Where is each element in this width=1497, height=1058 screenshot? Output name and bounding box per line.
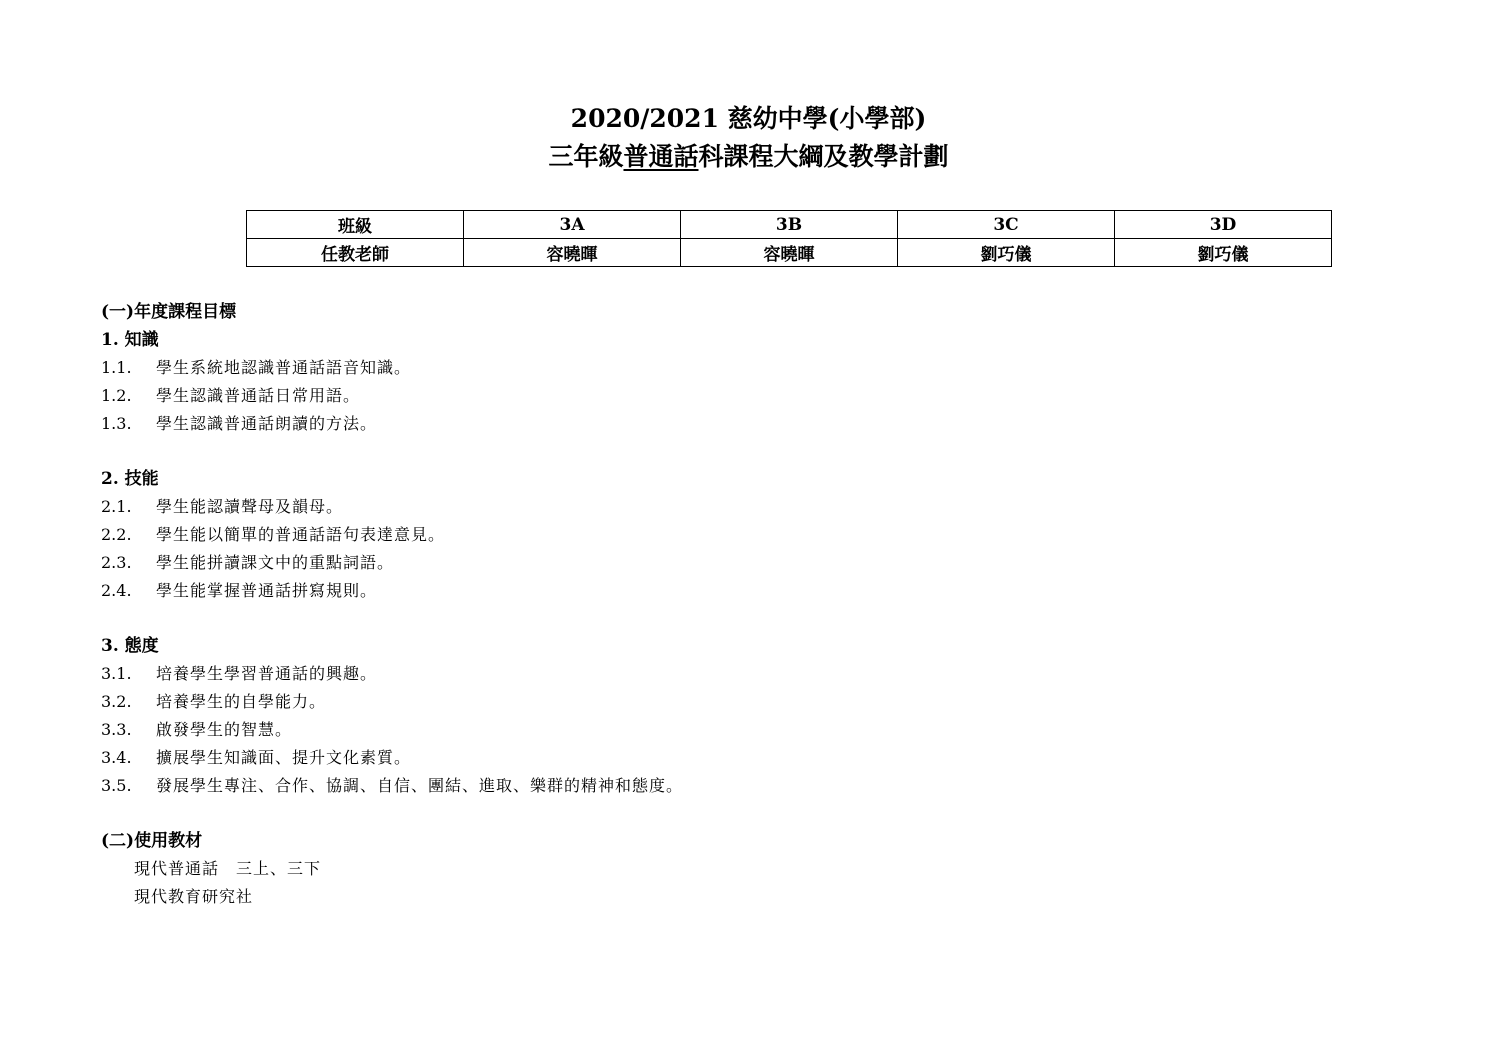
subheading-attitude: 3. 態度 [101,636,159,656]
list-item: 2.4. 學生能掌握普通話拼寫規則。 [101,581,378,600]
title-rest: 科課程大綱及教學計劃 [698,142,949,171]
list-item: 3.2. 培養學生的自學能力。 [101,692,327,711]
document-body [101,298,1401,911]
table-cell: 3B [681,211,898,239]
title-line-1: 2020/2021 慈幼中學(小學部) [570,104,927,133]
material-line: 現代普通話 三上、三下 [134,859,322,878]
list-item: 2.2. 學生能以簡單的普通話語句表達意見。 [101,525,446,544]
list-item: 1.3. 學生認識普通話朗讀的方法。 [101,414,378,433]
material-publisher: 現代教育研究社 [134,887,254,906]
list-item: 1.2. 學生認識普通話日常用語。 [101,386,361,405]
table-row-teacher [247,239,1332,267]
title-grade: 三年級 [548,142,624,171]
table-cell: 3D [1115,211,1332,239]
subheading-skills: 2. 技能 [101,469,159,489]
table-row-class [247,211,1332,239]
table-cell: 班級 [247,211,464,239]
list-item: 3.5. 發展學生專注、合作、協調、自信、團結、進取、樂群的精神和態度。 [101,776,684,795]
section-title-objectives: (一)年度課程目標 [101,302,237,322]
section-title-materials: (二)使用教材 [101,831,203,851]
table-cell: 劉巧儀 [898,239,1115,267]
table-cell: 3C [898,211,1115,239]
list-item: 3.4. 擴展學生知識面、提升文化素質。 [101,748,412,767]
list-item: 3.1. 培養學生學習普通話的興趣。 [101,664,378,683]
title-line-2 [0,138,1497,176]
subheading-knowledge: 1. 知識 [101,330,159,350]
list-item: 1.1. 學生系統地認識普通話語音知識。 [101,358,412,377]
title-subject: 普通話 [623,142,699,171]
list-item: 2.1. 學生能認讀聲母及韻母。 [101,497,344,516]
table-cell: 3A [464,211,681,239]
list-item: 3.3. 啟發學生的智慧。 [101,720,293,739]
teacher-table [246,210,1332,267]
table-cell: 任教老師 [247,239,464,267]
list-item: 2.3. 學生能拼讀課文中的重點詞語。 [101,553,395,572]
table-cell: 劉巧儀 [1115,239,1332,267]
table-cell: 容曉暉 [464,239,681,267]
table-cell: 容曉暉 [681,239,898,267]
document-title [0,100,1497,176]
